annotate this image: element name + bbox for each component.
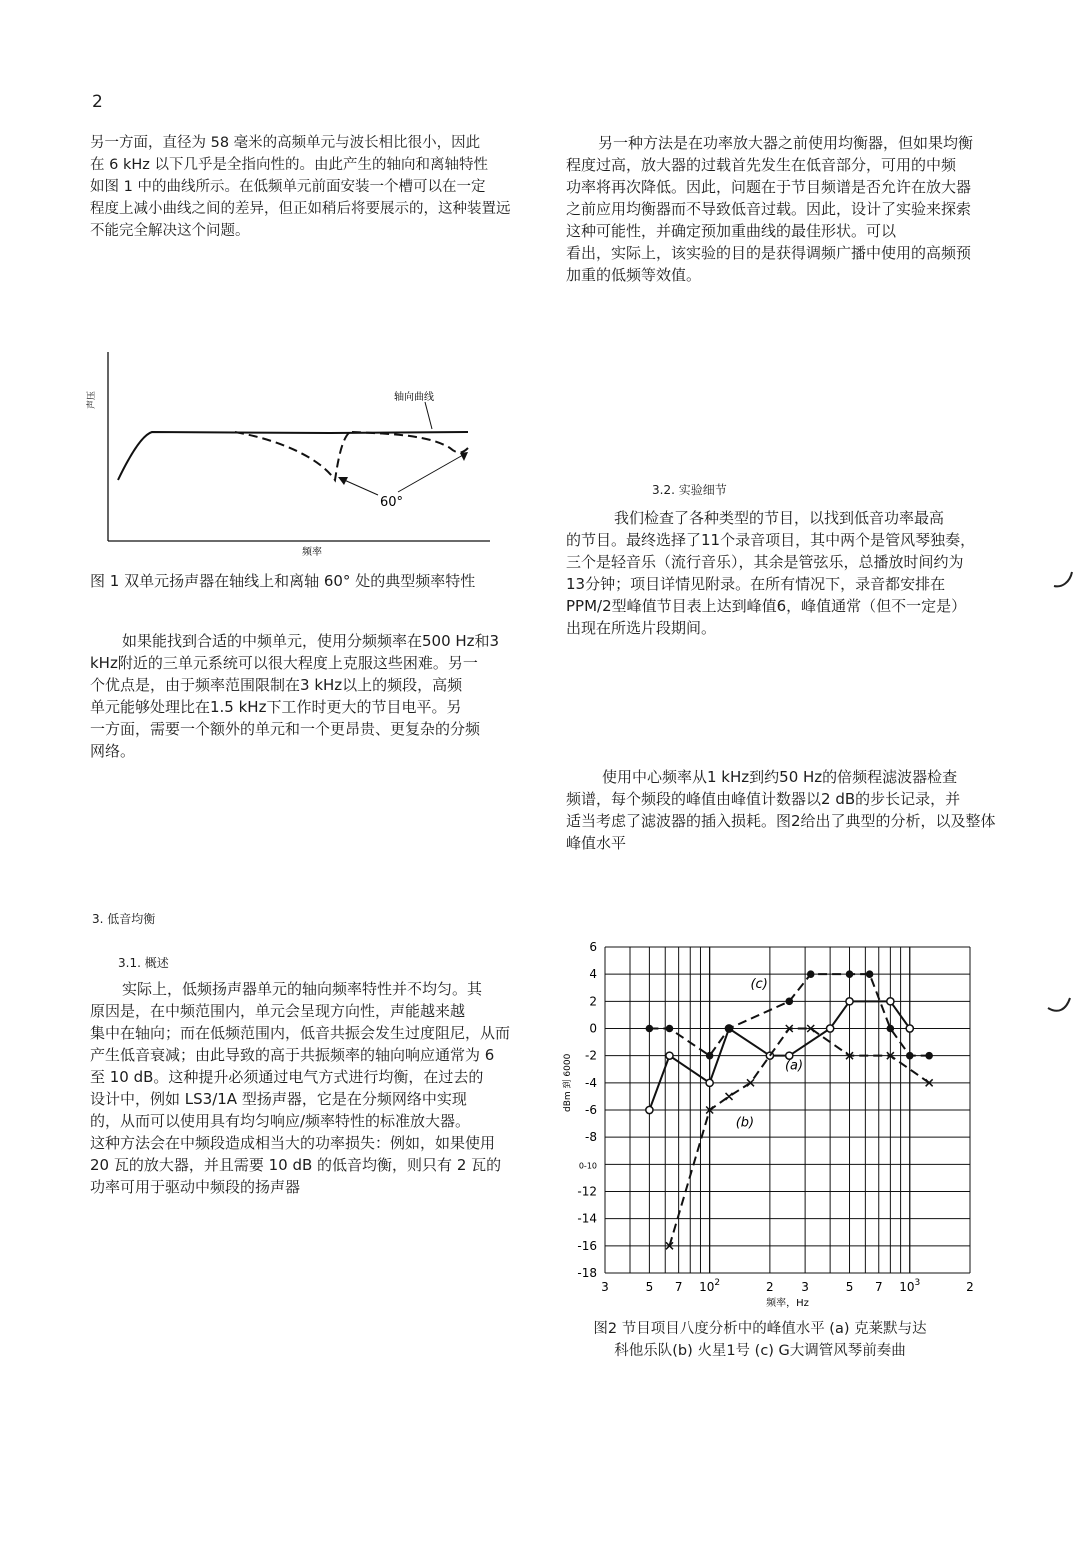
data-point xyxy=(725,1025,733,1033)
x-axis-label: 频率，Hz xyxy=(766,1298,809,1309)
x-tick-label: $10^3$ xyxy=(899,1278,921,1294)
data-point xyxy=(846,970,854,978)
text-line: 如果能找到合适的中频单元，使用分频频率在500 Hz和3 xyxy=(122,632,500,650)
fig1-ylabel: 声压 xyxy=(87,390,97,410)
fig1-offaxis-curve-2 xyxy=(352,432,468,453)
left-intro-paragraph xyxy=(90,132,511,242)
y-tick-label: 0-10 xyxy=(578,1161,597,1171)
data-point xyxy=(866,970,874,978)
fig1-axial-label: 轴向曲线 xyxy=(394,392,434,403)
x-tick-label: 3 xyxy=(601,1280,609,1294)
text-line: 13分钟；项目详情见附录。在所有情况下，录音都安排在 xyxy=(566,575,946,593)
text-line: 峰值水平 xyxy=(566,834,627,852)
section-3-1-heading: 3.1. 概述 xyxy=(118,956,169,970)
data-point xyxy=(666,1052,673,1059)
x-tick-label: $10^2$ xyxy=(699,1278,721,1294)
fig1-xlabel: 频率 xyxy=(302,547,322,558)
right-paragraph-2 xyxy=(566,507,975,639)
y-tick-label: 4 xyxy=(589,967,597,982)
fig1-angle-arrow-right xyxy=(398,455,463,492)
data-point xyxy=(827,1025,834,1032)
text-line: 20 瓦的放大器，并且需要 10 dB 的低音均衡，则只有 2 瓦的 xyxy=(90,1156,502,1174)
data-point xyxy=(906,1025,913,1032)
text-line: 的节目。最终选择了11个录音项目，其中两个是管风琴独奏， xyxy=(566,531,976,549)
text-line: 使用中心频率从1 kHz到约50 Hz的倍频程滤波器检查 xyxy=(602,768,958,786)
data-point xyxy=(706,1052,714,1060)
text-line: 程度过高，放大器的过载首先发生在低音部分，可用的中频 xyxy=(566,156,957,174)
y-axis-label: dBm 到 6000 xyxy=(563,1053,573,1112)
series-line xyxy=(649,974,929,1055)
series-label: (c) xyxy=(750,976,768,992)
text-line: 产生低音衰减；由此导致的高于共振频率的轴向响应通常为 6 xyxy=(90,1046,495,1064)
fig2-caption xyxy=(590,1318,930,1362)
text-line: 集中在轴向；而在低频范围内，低音共振会发生过度阻尼，从而 xyxy=(90,1024,511,1042)
data-point xyxy=(646,1106,653,1113)
left-paragraph-2 xyxy=(90,630,499,762)
y-tick-label: -12 xyxy=(577,1184,597,1199)
text-line: (b) 火星1号 (c) G大调管风琴前奏 xyxy=(672,1343,892,1359)
series-label: (b) xyxy=(735,1115,755,1131)
data-point xyxy=(887,998,894,1005)
text-line: 一方面，需要一个额外的单元和一个更昂贵、更复杂的分频 xyxy=(90,720,481,738)
data-point xyxy=(726,1093,733,1100)
scan-mark-2 xyxy=(1046,994,1074,1018)
text-line: 原因是，在中频范围内，单元会呈现方向性，声能越来越 xyxy=(90,1002,466,1020)
x-tick-label: 5 xyxy=(845,1280,854,1294)
text-line: 另一种方法是在功率放大器之前使用均衡器，但如果均衡 xyxy=(598,134,974,152)
x-tick-label: 7 xyxy=(674,1280,683,1294)
text-line: 设计中，例如 LS3/1A 型扬声器，它是在分频网络中实现 xyxy=(90,1090,467,1108)
fig1-offaxis-curve-1 xyxy=(235,432,350,480)
data-point xyxy=(906,1052,914,1060)
fig1-axial-pointer xyxy=(425,402,432,429)
text-line: PPM/2型峰值节目表上达到峰值6，峰值通常（但不一定是） xyxy=(566,597,967,615)
text-line: 看出，实际上，该实验的目的是获得调频广播中使用的高频预 xyxy=(566,244,972,262)
text-line: 曲 xyxy=(891,1343,906,1359)
text-line: 个优点是，由于频率范围限制在3 kHz以上的频段，高频 xyxy=(90,676,463,694)
y-tick-label: -4 xyxy=(585,1075,597,1090)
data-point xyxy=(925,1052,933,1060)
text-line: 这种可能性，并确定预加重曲线的最佳形状。可以 xyxy=(566,222,897,240)
y-tick-label: -14 xyxy=(577,1211,597,1226)
x-tick-label: 5 xyxy=(645,1280,654,1294)
section-3-heading: 3. 低音均衡 xyxy=(92,912,156,926)
scan-mark-1 xyxy=(1052,568,1076,592)
y-tick-label: -8 xyxy=(585,1130,597,1145)
text-line: 出现在所选片段期间。 xyxy=(566,619,717,637)
x-tick-label: 2 xyxy=(966,1280,974,1294)
text-line: 不能完全解决这个问题。 xyxy=(90,223,250,239)
text-line: 加重的低频等效值。 xyxy=(566,266,702,284)
right-paragraph-1 xyxy=(566,132,973,286)
data-point xyxy=(666,1025,674,1033)
y-tick-label: -2 xyxy=(585,1048,597,1063)
figure-2-chart xyxy=(550,935,1010,1315)
y-tick-label: 2 xyxy=(589,994,597,1009)
x-tick-label: 7 xyxy=(874,1280,883,1294)
section-3-2-heading: 3.2. 实验细节 xyxy=(652,483,727,497)
text-line: kHz附近的三单元系统可以很大程度上克服这些困难。另一 xyxy=(90,654,478,672)
left-paragraph-3 xyxy=(90,978,510,1198)
y-tick-label: 0 xyxy=(589,1021,597,1036)
fig1-angle-arrow-left xyxy=(342,479,378,495)
text-line: 适当考虑了滤波器的插入损耗。图2给出了典型的分析，以及整体 xyxy=(566,812,996,830)
y-tick-label: -18 xyxy=(577,1266,597,1280)
text-line: 频谱，每个频段的峰值由峰值计数器以2 dB的步长记录，并 xyxy=(566,790,961,808)
text-line: 网络。 xyxy=(90,742,136,760)
series-label: (a) xyxy=(784,1058,804,1074)
fig1-caption: 图 1 双单元扬声器在轴线上和离轴 60° 处的典型频率特性 xyxy=(90,572,476,590)
text-line: 单元能够处理比在1.5 kHz下工作时更大的节目电平。另 xyxy=(90,698,462,716)
figure-1 xyxy=(80,340,520,570)
text-line: 之前应用均衡器而不导致低音过载。因此，设计了实验来探索 xyxy=(566,200,972,218)
page-number: 2 xyxy=(92,92,103,112)
data-point xyxy=(646,1025,654,1033)
text-line: 功率将再次降低。因此，问题在于节目频谱是否允许在放大器 xyxy=(566,178,972,196)
y-tick-label: -6 xyxy=(585,1103,597,1117)
right-paragraph-3 xyxy=(566,766,996,854)
text-line: 这种方法会在中频段造成相当大的功率损失：例如，如果使用 xyxy=(90,1134,496,1152)
data-point xyxy=(706,1079,713,1086)
text-line: 在 6 kHz 以下几乎是全指向性的。由此产生的轴向和离轴特性 xyxy=(90,157,488,173)
x-tick-label: 2 xyxy=(766,1280,774,1294)
data-point xyxy=(846,998,853,1005)
text-line: 功率可用于驱动中频段的扬声器 xyxy=(90,1178,301,1196)
text-line: 程度上减小曲线之间的差异，但正如稍后将要展示的，这种装置远 xyxy=(90,201,511,217)
data-point xyxy=(887,1025,895,1033)
fig1-angle-label: 60° xyxy=(380,495,404,510)
x-tick-label: 3 xyxy=(801,1280,809,1294)
text-line: 另一方面，直径为 58 毫米的高频单元与波长相比很小，因此 xyxy=(90,135,481,151)
text-line: 三个是轻音乐（流行音乐），其余是管弦乐，总播放时间约为 xyxy=(566,553,964,571)
text-line: 达科他乐队 xyxy=(614,1321,927,1359)
y-tick-label: 6 xyxy=(589,940,597,954)
text-line: 如图 1 中的曲线所示。在低频单元前面安装一个槽可以在一定 xyxy=(90,179,486,195)
y-tick-label: -16 xyxy=(577,1238,597,1253)
text-line: 至 10 dB。这种提升必须通过电气方式进行均衡，在过去的 xyxy=(90,1068,484,1086)
data-point xyxy=(807,970,815,978)
text-line: 实际上，低频扬声器单元的轴向频率特性并不均匀。其 xyxy=(122,980,483,998)
text-line: 图2 节目项目八度分析中的峰值水平 (a) 克莱默与 xyxy=(593,1321,913,1337)
data-point xyxy=(785,998,793,1006)
text-line: 的，从而可以使用具有均匀响应/频率特性的标准放大器。 xyxy=(90,1112,471,1130)
text-line: 我们检查了各种类型的节目，以找到低音功率最高 xyxy=(614,509,945,527)
fig1-axial-curve xyxy=(118,432,468,480)
